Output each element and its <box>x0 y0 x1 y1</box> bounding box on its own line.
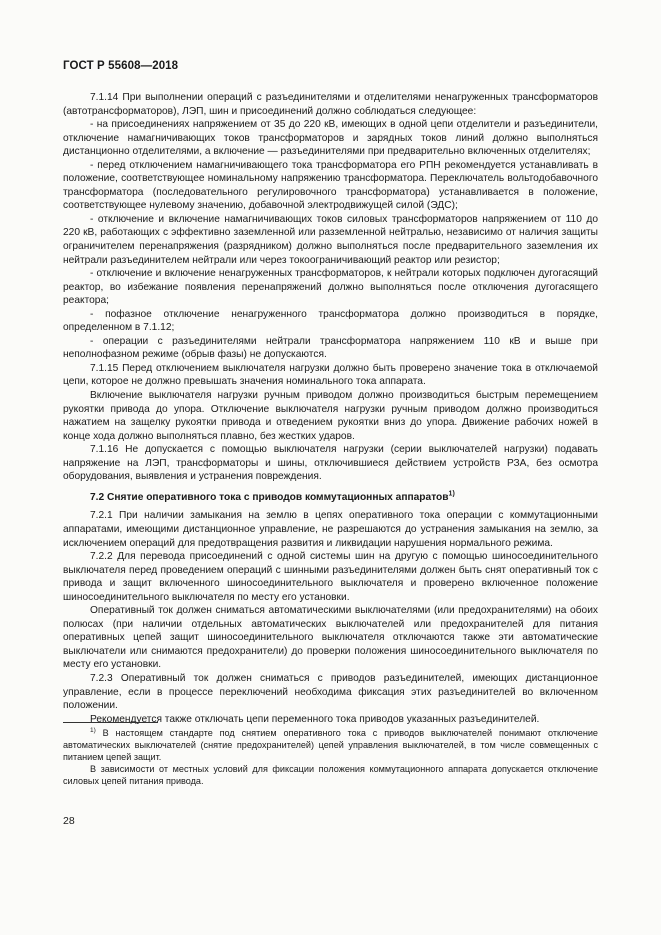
paragraph: - пофазное отключение ненагруженного трансформатора должно производиться в порядке, определенном в 7.1.12; <box>63 308 598 334</box>
footnote: В зависимости от местных условий для фиксации положения коммутационного аппарата допускается отключение силовых цепей питания привода. <box>63 764 598 786</box>
paragraph: 7.2.1 При наличии замыкания на землю в цепях оперативного тока операции с коммутационными аппаратами, имеющими дистанционное управление, не разрешаются до устранения замыкания на землю, за исключением операций для предотвращения развития и ликвидации нарушения нормального режима. <box>63 510 598 549</box>
paragraph: 7.1.14 При выполнении операций с разъединителями и отделителями ненагруженных трансформаторов (автотрансформаторов), ЛЭП, шин и присоединений должно соблюдаться следующее: <box>63 92 598 117</box>
paragraph: - операции с разъединителями нейтрали трансформатора напряжением 110 кВ и выше при неполнофазном режиме (обрыв фазы) не допускаются. <box>63 335 598 361</box>
section-heading <box>63 491 598 505</box>
document-header: ГОСТ Р 55608—2018 <box>63 60 179 72</box>
footnote-marker: 1) <box>90 726 96 734</box>
paragraph: - перед отключением намагничивающего тока трансформатора его РПН рекомендуется устанавливать в положение, соответствующее номинальному напряжению трансформатора. Переключатель вольтодобавочного трансформатора (последовательного регулировочного трансформатора) устанавливается в положение, соответствующее нулевому значению, добавочной электродвижущей силой (ЭДС); <box>63 159 598 212</box>
section-title: 7.2 Снятие оперативного тока с приводов коммутационных аппаратов <box>90 491 449 503</box>
paragraph: Рекомендуется также отключать цепи переменного тока приводов указанных разъединителей. <box>90 713 540 725</box>
footnotes <box>63 727 598 787</box>
body-text <box>63 91 598 726</box>
paragraph: Оперативный ток должен сниматься автоматическими выключателями (или предохранителями) на обоих полюсах (при наличии отдельных автоматических выключателей или предохранителей для питания оперативных цепей защит шиносоединительного выключателя отключаются также эти автоматические выключатели или снимаются предохранители) до проверки положения шиносоединительного выключателя по месту его установки. <box>63 605 598 671</box>
paragraph: 7.2.3 Оперативный ток должен сниматься с приводов разъединителей, имеющих дистанционное управление, если в процессе переключений необходима фиксация этих разъединителей во включенном положении. <box>63 672 598 712</box>
paragraph: 7.1.15 Перед отключением выключателя нагрузки должно быть проверено значение тока в отключаемой цепи, которое не должно превышать значения номинального тока аппарата. <box>63 362 598 388</box>
paragraph: - отключение и включение намагничивающих токов силовых трансформаторов напряжением от 110 до 220 кВ, работающих с эффективно заземленной или разземленной нейтралью, независимо от наличия защиты ограничителем перенапряжения (разрядником) должно выполняться после предварительного заземления их нейтрали разъединителем нейтрали или через токоограничивающий реактор или резистор; <box>63 213 598 266</box>
paragraph: - на присоединениях напряжением от 35 до 220 кВ, имеющих в одной цепи отделители и разъединители, отключение намагничивающих токов трансформаторов и зарядных токов линий должно выполняться дистанционно отделителями, а включение — разъединителями при предварительно включенных отделителях; <box>63 119 598 158</box>
paragraph: Включение выключателя нагрузки ручным приводом должно производиться быстрым перемещением рукоятки привода до упора. Отключение выключателя нагрузки ручным приводом должно производиться нажатием на защелку рукоятки привода и отведением рукоятки вниз до упора. Движение рабочих ножей в конце хода должно выполняться плавно, без жестких ударов. <box>63 390 598 442</box>
footnote <box>63 727 598 763</box>
paragraph: - отключение и включение ненагруженных трансформаторов, к нейтрали которых подключен дугогасящий реактор, во избежание появления перенапряжений должно выполняться после отключения дугогасящего реактора; <box>63 268 598 307</box>
paragraph: 7.2.2 Для перевода присоединений с одной системы шин на другую с помощью шиносоединительного выключателя перед проведением операций с шинными разъединителями должен быть снят оперативный ток с привода и защит включенного шиносоединительного выключателя и проверено включенное положение шиносоединительного выключателя по месту его установки. <box>63 551 598 603</box>
footnote-text: В настоящем стандарте под снятием оперативного тока с приводов выключателей понимают отключение автоматических выключателей (снятие предохранителей) цепей управления выключателей, в том числе совмещенных с питанием цепей защит. <box>63 728 598 762</box>
page-number: 28 <box>63 815 75 827</box>
paragraph: 7.1.16 Не допускается с помощью выключателя нагрузки (серии выключателей нагрузки) подавать напряжение на ЛЭП, трансформаторы и шины, отключившиеся действием устройств РЗА, без осмотра оборудования, выявления и устранения повреждения. <box>63 444 598 483</box>
footnote-ref: 1) <box>448 490 455 498</box>
footnote-divider <box>63 722 158 723</box>
